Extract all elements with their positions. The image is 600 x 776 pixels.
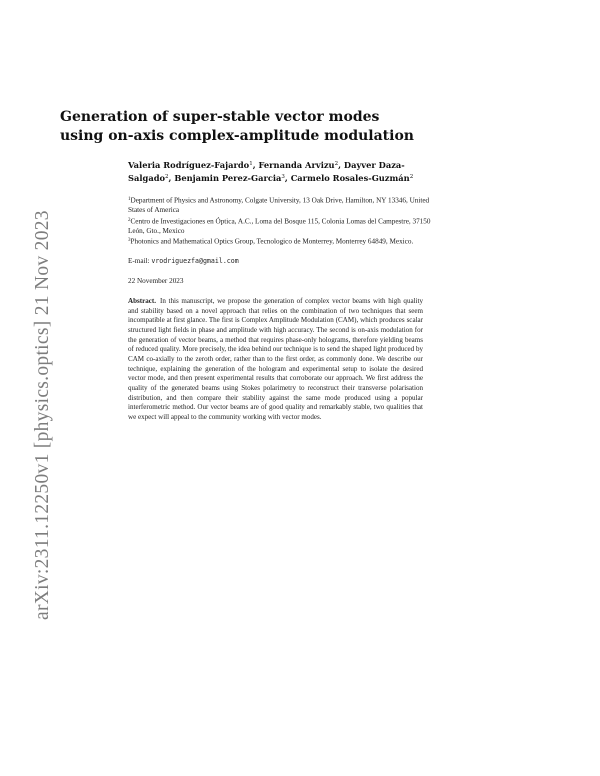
author-affiliation-mark: 2 [409, 174, 414, 181]
author-affiliation-mark: 2 [165, 174, 169, 181]
affiliation-text: Department of Physics and Astronomy, Colgate University, 13 Oak Drive, Hamilton, NY 13346, United States of America [128, 196, 430, 215]
affiliation-text: Centro de Investigaciones en Óptica, A.C., Loma del Bosque 115, Colonia Lomas del Campestre, 37150 León, Gto., Mexico [128, 217, 431, 236]
email-link[interactable]: vrodriguezfa@gmail.com [151, 257, 239, 265]
affiliation [128, 216, 438, 237]
author-name: Fernanda Arvizu [258, 160, 335, 170]
author-name: Dayver Daza-Salgado [128, 160, 405, 184]
author-name: Benjamin Perez-Garcia [174, 173, 282, 184]
author-affiliation-mark: 2 [334, 161, 339, 167]
author-name: Carmelo Rosales-Guzmán [290, 173, 410, 184]
author-affiliation-mark: 1 [249, 161, 253, 167]
affiliation [128, 195, 438, 216]
affiliation-mark: 3 [128, 238, 131, 243]
email-line [128, 257, 239, 265]
author-name: Valeria Rodríguez-Fajardo [128, 160, 250, 170]
abstract-label: Abstract. [128, 297, 156, 305]
paper-date: 22 November 2023 [128, 277, 184, 285]
author-affiliation-mark: 3 [281, 174, 285, 181]
affiliation [128, 236, 438, 247]
paper-title: Generation of super-stable vector modes using on-axis complex-amplitude modulation [60, 109, 414, 144]
abstract [128, 297, 423, 423]
affiliation-mark: 2 [128, 218, 131, 223]
email-label: E-mail: [128, 257, 150, 265]
abstract-text: In this manuscript, we propose the generation of complex vector beams with high quality and stability based on a novel approach that relies on the combination of two techniques that seem incompatible at first glance. The first is Complex Amplitude Modulation (CAM), which produces scalar structured light fields in phase and amplitude with high accuracy. The second is on-axis modulation for the generation of vector beams, a method that requires phase-only holograms, therefore yielding beams of reduced quality. More precisely, the idea behind our technique is to send the shaped light produced by CAM co-axially to the zeroth order, rather than to the first order, as commonly done. We describe our technique, explaining the generation of the hologram and experimental setup to isolate the desired vector mode, and then present experimental results that corroborate our approach. We first address the quality of the generated beams using Stokes polarimetry to reconstruct their transverse polarisation distribution, and then compare their stability against the same mode produced using a popular interferometric method. Our vector beams are of good quality and remarkably stable, two qualities that we expect will appeal to the community working with vector modes. [128, 297, 423, 421]
affiliation-mark: 1 [128, 197, 131, 202]
author-list: Valeria Rodríguez-Fajardo$^1$, Fernanda Arvizu$^2$, Dayver Daza-Salgado$^2$, Benjamin Perez-Garcia$^3$, Carmelo Rosales-Guzmán$^2$ [128, 160, 414, 184]
affiliation-text: Photonics and Mathematical Optics Group, Tecnologico de Monterrey, Monterrey 64849, Mexico. [130, 237, 414, 246]
arxiv-sidebar-stamp[interactable]: arXiv:2311.12250v1 [physics.optics] 21 Nov 2023 [32, 210, 53, 620]
